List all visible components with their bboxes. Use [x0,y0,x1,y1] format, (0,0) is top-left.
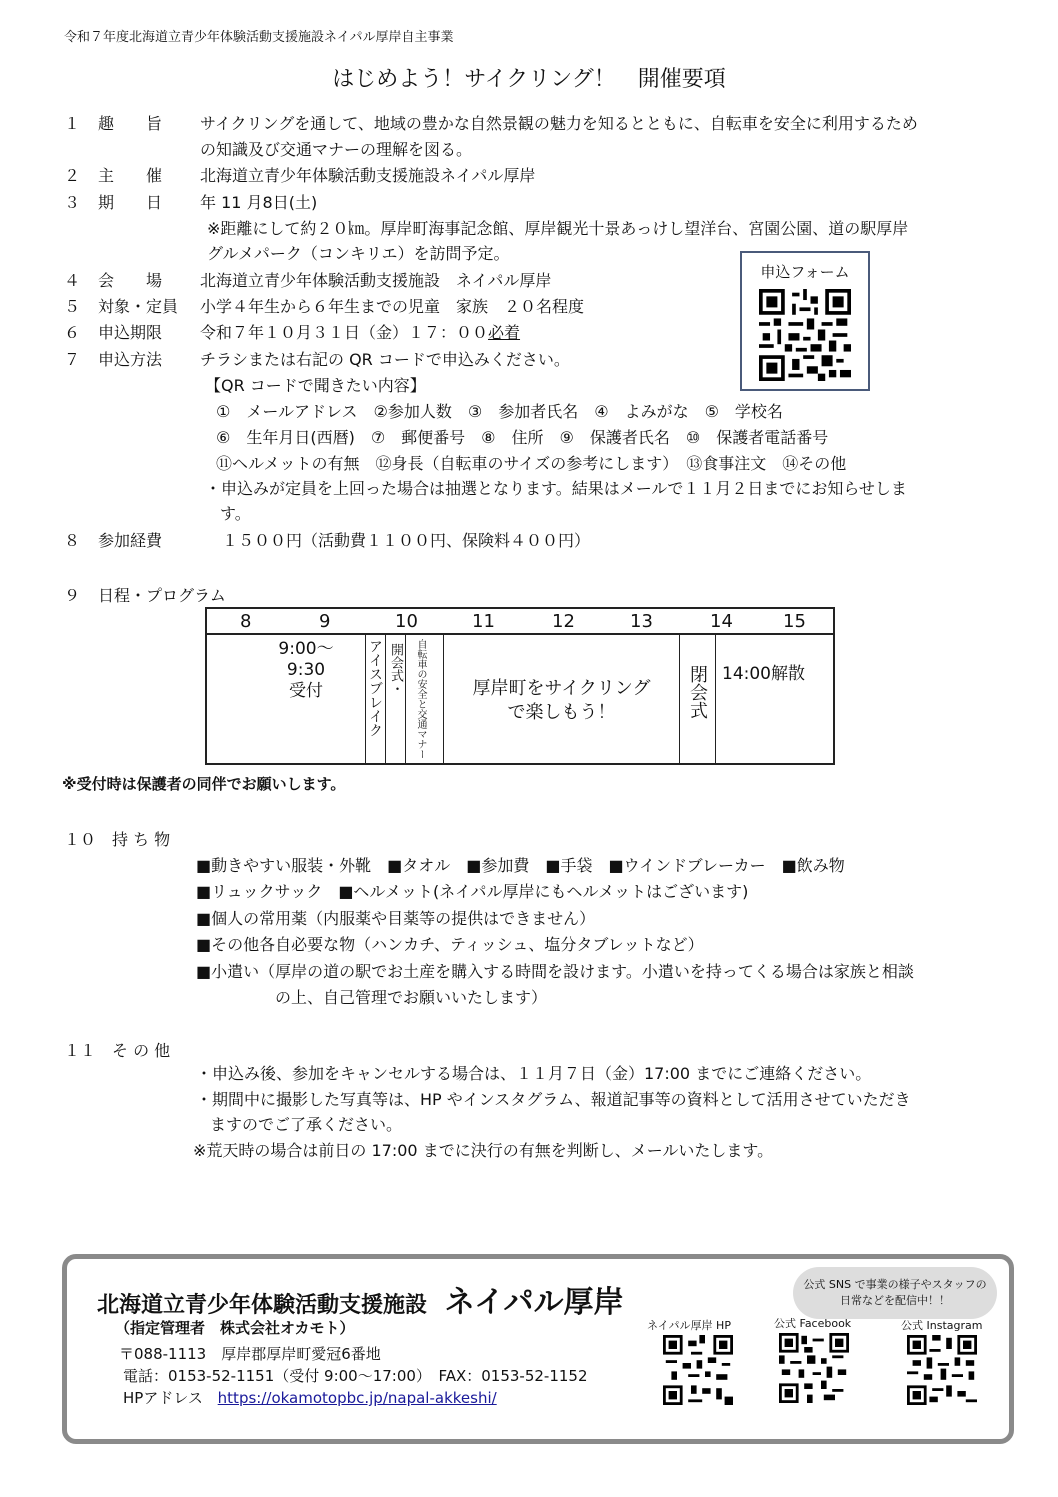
qr-questions-line-3: ⑪ヘルメットの有無 ⑫身長（自転車のサイズの参考にします） ⑬食事注文 ⑭その他 [216,454,847,473]
reception-start: 9:00～ [278,639,334,659]
others-line: ※荒天時の場合は前日の 17:00 までに決行の有無を判断し、メールいたします。 [193,1141,774,1160]
hour-label: 8 [240,611,252,632]
guardian-notice: ※受付時は保護者の同伴でお願いします。 [62,775,346,793]
belongings-line: ■リュックサック ■ヘルメット(ネイパル厚岸にもヘルメットはございます) [196,882,749,901]
sns-banner [793,1267,997,1319]
application-qr-box[interactable] [740,251,870,391]
item-9-label: 日程・プログラム [98,586,226,605]
item-7-label: 申込方法 [98,350,163,369]
footer-phone: 電話：0153-52-1151（受付 9:00～17:00） FAX：0153-52-1152 [123,1367,588,1385]
item-1-number: １ [64,114,81,133]
closing-label: 閉会式 [687,665,708,719]
item-1-label: 趣 旨 [98,114,163,133]
footer-address: 〒088-1113 厚岸郡厚岸町愛冠6番地 [119,1345,381,1363]
item-2-text: 北海道立青少年体験活動支援施設ネイパル厚岸 [200,166,536,185]
application-qr-code[interactable] [759,289,851,381]
dismissal-label: 14:00解散 [722,664,805,684]
organizer-header: 令和７年度北海道立青少年体験活動支援施設ネイパル厚岸自主事業 [64,30,454,45]
belongings-line: ■小遣い（厚岸の道の駅でお土産を購入する時間を設けます。小遣いを持ってくる場合は家族と相談 [196,962,914,981]
item-3-date: 年 11 月8日(土) [200,193,318,212]
dismissal-cell [715,635,833,763]
item-6-date: 令和７年１０月３１日（金）１７：００ [200,323,489,342]
reception-label: 受付 [289,681,323,701]
belongings-line: ■動きやすい服装・外靴 ■タオル ■参加費 ■手袋 ■ウインドブレーカー ■飲み物 [196,856,845,875]
item-1-text: サイクリングを通して、地域の豊かな自然景観の魅力を知るとともに、自転車を安全に利用するため [200,114,918,133]
cycling-label-2: で楽しもう！ [507,702,616,723]
opening-cell [385,635,405,763]
hour-label: 12 [552,611,575,632]
footer-hp-link[interactable]: https://okamotopbc.jp/napal-akkeshi/ [217,1389,497,1407]
qr-questions-heading: 【QR コードで聞きたい内容】 [205,376,426,395]
instagram-qr-code[interactable] [907,1335,977,1405]
item-8-text: １５００円（活動費１１００円、保険料４００円） [222,531,591,550]
opening-label: 開会式・ [388,643,403,695]
item-8-number: ８ [64,531,81,550]
footer-hp [123,1387,497,1408]
lottery-note: ・申込みが定員を上回った場合は抽選となります。結果はメールで１１月２日までにお知らせしま [205,479,907,498]
cycling-cell [443,635,679,763]
hour-label: 9 [319,611,331,632]
others-line: ますのでご了承ください。 [210,1115,403,1134]
item-6-deadline [200,320,520,343]
item-4-number: ４ [64,271,81,290]
item-3-number: ３ [64,193,81,212]
item-3-note-2: グルメパーク（コンキリエ）を訪問予定。 [207,244,510,263]
safety-label: 自転車の安全と交通マナー [415,639,426,759]
reception-end: 9:30 [286,660,326,680]
schedule-hours-row [207,609,833,635]
hp-qr-code[interactable] [663,1335,733,1405]
footer-contact-box [62,1254,1014,1444]
qr-facebook-caption: 公式 Facebook [774,1317,852,1330]
qr-questions-line-2: ⑥ 生年月日(西暦) ⑦ 郵便番号 ⑧ 住所 ⑨ 保護者氏名 ⑩ 保護者電話番号 [216,428,829,447]
item-6-label: 申込期限 [98,323,163,342]
sns-banner-line: 公式 SNS で事業の様子やスタッフの [803,1278,987,1291]
footer-hp-label: HPアドレス [123,1389,203,1407]
item-3-label: 期 日 [98,193,163,212]
hour-label: 15 [783,611,806,632]
hour-label: 14 [710,611,733,632]
qr-hp-caption: ネイパル厚岸 HP [647,1319,731,1332]
footer-facility-type: 北海道立青少年体験活動支援施設 [97,1293,428,1318]
item-7-text: チラシまたは右記の QR コードで申込みください。 [200,350,570,369]
footer-facility-name: ネイパル厚岸 [444,1285,624,1320]
item-7-number: ７ [64,350,81,369]
item-5-text: 小学４年生から６年生までの児童 家族 ２０名程度 [200,297,585,316]
item-4-text: 北海道立青少年体験活動支援施設 ネイパル厚岸 [200,271,552,290]
item-3-note: ※距離にして約２０㎞。厚岸町海事記念館、厚岸観光十景あっけし望洋台、宮園公園、道の駅厚岸 [207,219,909,238]
footer-facility [97,1277,624,1321]
item-5-number: ５ [64,297,81,316]
item-1-text-2: の知識及び交通マナーの理解を図る。 [200,140,473,159]
item-6-must-arrive: 必着 [488,323,521,342]
belongings-line: の上、自己管理でお願いいたします） [275,988,548,1007]
belongings-line: ■その他各自必要な物（ハンカチ、ティッシュ、塩分タブレットなど） [196,935,704,954]
item-9-number: ９ [64,586,81,605]
belongings-heading: １０ 持 ち 物 [64,830,171,849]
others-line: ・申込み後、参加をキャンセルする場合は、１１月７日（金）17:00 までにご連絡ください。 [196,1064,872,1083]
qr-questions-line-1: ① メールアドレス ②参加人数 ③ 参加者氏名 ④ よみがな ⑤ 学校名 [216,402,783,421]
hour-label: 11 [472,611,495,632]
item-8-label: 参加経費 [98,531,163,550]
ice-break-label: アイスブレイク [367,639,383,737]
item-6-number: ６ [64,323,81,342]
item-5-label: 対象・定員 [98,297,179,316]
belongings-line: ■個人の常用薬（内服薬や目薬等の提供はできません） [196,909,596,928]
schedule-table [205,607,835,765]
cycling-label: 厚岸町をサイクリング [472,678,651,699]
others-heading: １１ そ の 他 [64,1041,171,1060]
page-title: はじめよう！サイクリング！ 開催要項 [332,67,726,92]
sns-banner-line: 日常などを配信中！！ [840,1294,950,1307]
qr-instagram-caption: 公式 Instagram [901,1319,983,1332]
footer-manager: （指定管理者 株式会社オカモト） [115,1319,355,1337]
hour-label: 13 [630,611,653,632]
facebook-qr-code[interactable] [779,1333,849,1403]
ice-break-cell [365,635,385,763]
others-line: ・期間中に撮影した写真等は、HP やインスタグラム、報道記事等の資料として活用させていただき [196,1090,911,1109]
lottery-note-2: す。 [220,504,251,523]
item-4-label: 会 場 [98,271,163,290]
item-2-label: 主 催 [98,166,163,185]
item-2-number: ２ [64,166,81,185]
closing-cell [679,635,715,763]
qr-form-caption: 申込フォーム [760,263,850,281]
safety-cell [405,635,443,763]
hour-label: 10 [395,611,418,632]
